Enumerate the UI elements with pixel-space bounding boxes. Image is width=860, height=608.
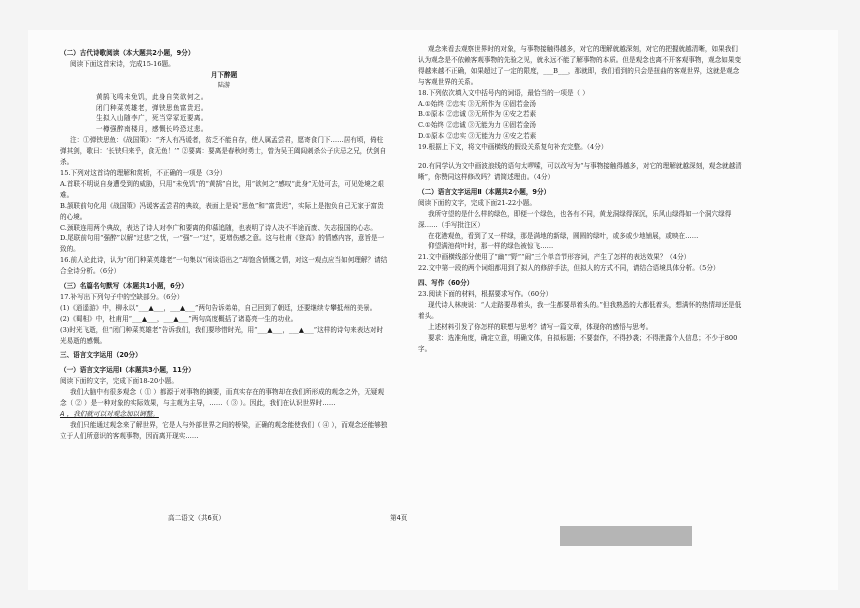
section-writing-heading: 四、写作（60分） — [418, 279, 474, 288]
section-language1-heading: （一）语言文字运用Ⅰ（本题共3小题，11分） — [60, 366, 195, 375]
page-number: 第4页 — [390, 514, 408, 522]
poem-intro: 阅读下面这首宋诗，完成15-16题。 — [70, 59, 175, 68]
question-21: 21.文中画横线部分使用了“幽”“野”“闹”三个单音节形容词，产生了怎样的表达效果？（4分） — [418, 253, 691, 262]
language2-paragraph: 在花港观鱼，看到了又一样绿，那是满地的新绿，圆圆的绿叶，或多或少地铺展，或映在…… — [428, 231, 699, 240]
language1-paragraph: 我们只能通过观念来了解世界，它是人与外部世界之间的桥梁，正确的观念能使我们（ ④ ），而观念还能够独立于人们所意识的客观事物，因而离开现实…… — [60, 420, 388, 440]
question-23: 23.阅读下面的材料，根据要求写作。（60分） — [418, 290, 553, 299]
q18-option-d: D.①原本 ②忠实 ③无能为力 ④安之若素 — [418, 132, 537, 141]
writing-requirement: 要求：选准角度，确定立意，明确文体，自拟标题；不要套作，不得抄袭；不得泄露个人信息；不少于800字。 — [418, 333, 738, 353]
handwritten-blank-a: A ，我们就可以对观念加以调整。 — [60, 410, 159, 418]
poem-author: 陆游 — [217, 81, 231, 89]
question-22: 22.文中第一段的两个词组都用到了拟人的修辞手法，但拟人的方式不同，请结合语境具体分析。（5分） — [418, 264, 720, 273]
section-mingju-heading: （三）名篇名句默写（本题共1小题，6分） — [60, 282, 188, 291]
poem-note: 注：①弹铗思鱼：《战国策》：“齐人有冯谖者，贫乏不能自存，使人属孟尝君，愿寄食门下……居有顷，倚柱弹其剑，歌曰：‘长铗归来乎，食无鱼！’” ②要离：要离是春秋时勇士，曾为吴王阖闾刺杀公子庆忌之兄，伏剑自杀。 — [60, 136, 387, 167]
section-language-heading: 三、语言文字运用（20分） — [60, 351, 142, 360]
section-poem-heading: （二）古代诗歌阅读（本大题共2小题，9分） — [60, 49, 195, 57]
writing-material: 现代诗人林庚说：“人走路要昂着头，我一生都要昂着头的。”但我熟悉的大都低着头，想满怀的热情却还是低着头。 — [418, 300, 742, 320]
poem-line: 闭门种菜英雄老，弹铗思鱼富贵迟。 — [96, 103, 208, 112]
q18-option-a: A.①始终 ②忠实 ③无所作为 ④固若金汤 — [418, 99, 536, 108]
q18-option-b: B.①原本 ②忠诚 ③无所作为 ④安之若素 — [418, 110, 537, 119]
q15-option-c: C.颈联连用两个典故，表达了诗人对李广和要离的仰慕追随，也表明了诗人决不半途而废、矢志报国的心志。 — [60, 223, 377, 232]
grey-redaction-box — [560, 526, 692, 546]
question-20: 20.有同学认为文中画波浪线的语句太啰嗦，可以改写为“与事物接触得越多，对它的理解就越深刻，观念就越清晰”，你赞同这样修改吗？请简述理由。（4分） — [418, 162, 742, 181]
question-15: 15.下列对这首诗的理解和赏析，不正确的一项是（3分） — [60, 168, 227, 177]
language2-paragraph: 仰望满池荷叶时，那一样的绿色被惊飞…… — [428, 242, 554, 251]
language1-intro: 阅读下面的文字，完成下面18-20小题。 — [60, 377, 178, 386]
language1-paragraph: 我们大脑中有很多观念（ ① ）都源于对事物的摘要，而真实存在的事物却在我们所形成的观念之外，无疑观念（ ② ）是一种对象的实际效果，与主观为主导，……（ ③ ）。因此，我们在认识世界时…… — [60, 388, 385, 408]
question-19: 19.根据上下文，将文中画横线的假设关系复句补充完整。（4分） — [418, 143, 608, 152]
language2-paragraph: 我所守望的是什么样的绿色，即便一个绿色，也各有不同，黄龙洞绿得深沉，乐风山绿得如一个洞穴绿得深……（手写批注区） — [418, 209, 732, 229]
section-language2-heading: （二）语言文字运用Ⅱ（本题共2小题，9分） — [418, 187, 551, 196]
q15-option-d: D.尾联前句用“强醉”以解“过悲”之忧，一“强”一“过”，更增伤感之意。这与杜甫《登高》的情感内容，意旨是一致的。 — [60, 234, 385, 254]
q17-item: (2)《蜀相》中，杜甫用“___▲___，___▲___”两句高度概括了诸葛亮一生的功业。 — [60, 314, 298, 323]
q17-item: (3)时光飞逝，但“闭门种菜英雄老”告诉我们，我们要珍惜时光，用“___▲___，___▲___”这样的诗句来表达对时光易逝的感慨。 — [60, 325, 384, 345]
poem-line: 生拟入山随李广，死当穿冢近要离。 — [96, 114, 208, 123]
question-16: 16.前人论此诗，认为“闭门种菜英雄老”一句集以“闲谈语出之”却饱含愤慨之情，对这一观点应当如何理解？请结合全诗分析。（6分） — [60, 256, 388, 276]
q15-option-b: B.颔联前句化用《战国策》冯谖客孟尝君的典故，表面上是说“思鱼”和“富贵迟”，实际上是抱负自己无家于富贵的心境。 — [60, 201, 384, 221]
page-footer-left: 高二语文（共6页） — [168, 514, 225, 522]
language2-intro: 阅读下面的文字，完成下面21-22小题。 — [418, 198, 536, 207]
poem-line: 黄鹄飞鸣未免饥，此身自笑欲何之。 — [96, 92, 208, 101]
q18-option-c: C.①始终 ②忠诚 ③无能为力 ④固若金汤 — [418, 121, 537, 130]
left-column — [60, 44, 388, 442]
q17-item: (1)《逍遥游》中，柳永以“___▲___，___▲___”两句告诉弟弟，自己回到了朝廷，还要继续专攀抵州的美景。 — [60, 303, 377, 312]
language1-continued: 观念来看去观察世界时的对象，与事物接触得越多，对它的理解就越深刻，对它的把握就越清晰，如果我们认为观念是不依赖客观事物的先验之见，就永远不能了解事物的本质。但是观念也离不开客观事物，观念如果变得越来越不正确，如果超过了一定的限度，___B___，那就即，我们看到的只会是扭曲的客观世界，这就是观念与客观世界的关系。 — [418, 45, 742, 86]
writing-requirement: 上述材料引发了你怎样的联想与思考？请写一篇文章，体现你的感悟与思考。 — [428, 322, 653, 331]
question-18: 18.下列依次填入文中括号内的词语，最恰当的一项是（ ） — [418, 88, 589, 97]
right-column — [418, 44, 744, 354]
poem-body — [60, 92, 388, 136]
q15-option-a: A.首联不明说自身遭受到的威胁，只用“未免饥”的“黄鹄”自比，用“欲何之”感叹“此身”无处可去，可见处境之艰难。 — [60, 179, 384, 199]
question-17: 17.补写出下列句子中的空缺部分。（6分） — [60, 292, 184, 301]
poem-title: 月下醉题 — [210, 70, 238, 79]
poem-line: 一樽强醉南楼月，感慨长吟恐过悲。 — [96, 125, 208, 134]
